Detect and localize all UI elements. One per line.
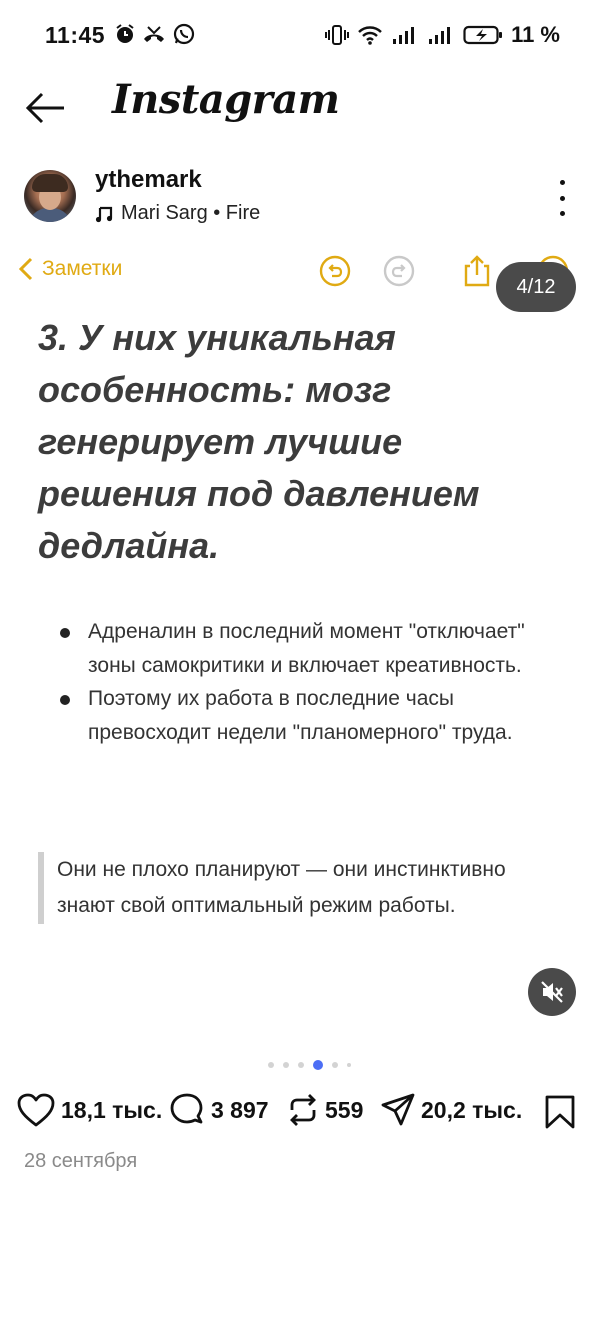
carousel-counter: 4/12 <box>496 262 576 312</box>
repost-button[interactable] <box>286 1092 363 1128</box>
repost-icon <box>286 1092 320 1128</box>
username[interactable]: ythemark <box>95 166 202 193</box>
note-quote: Они не плохо планируют — они инстинктивно знают свой оптимальный режим работы. <box>38 852 538 924</box>
chevron-left-icon <box>18 256 34 282</box>
heart-icon <box>16 1092 56 1128</box>
carousel-dot <box>283 1062 289 1068</box>
post-actions <box>0 1090 600 1134</box>
carousel-dots <box>268 1060 351 1070</box>
speaker-muted-icon <box>539 979 565 1005</box>
more-dot <box>560 180 565 185</box>
signal-icon <box>391 24 419 46</box>
comment-icon <box>168 1092 206 1128</box>
carousel-dot <box>268 1062 274 1068</box>
status-system-icons <box>325 22 560 48</box>
save-button[interactable] <box>544 1094 576 1135</box>
music-note-icon <box>95 205 113 223</box>
more-dot <box>560 211 565 216</box>
post-date: 28 сентября <box>24 1150 138 1172</box>
whatsapp-icon <box>172 22 196 46</box>
app-bar <box>0 70 600 150</box>
vibrate-icon <box>325 24 349 46</box>
instagram-logo: Instagram <box>112 76 340 123</box>
comment-button[interactable] <box>168 1092 269 1128</box>
avatar[interactable] <box>24 170 76 222</box>
battery-percent: 11 % <box>511 22 560 47</box>
send-icon <box>380 1092 416 1128</box>
redo-icon <box>382 254 416 288</box>
bookmark-icon <box>544 1094 576 1130</box>
alarm-icon <box>114 23 136 45</box>
carousel-dot <box>347 1063 351 1067</box>
note-bullet-list <box>58 615 558 749</box>
arrow-left-icon <box>24 88 70 128</box>
like-button[interactable] <box>16 1092 162 1128</box>
more-options-button[interactable] <box>550 180 574 216</box>
share-button[interactable] <box>380 1092 522 1128</box>
post-media[interactable] <box>0 240 600 1040</box>
carousel-dot <box>298 1062 304 1068</box>
notes-back-label: Заметки <box>42 257 123 280</box>
share-icon <box>460 254 494 288</box>
signal-icon-2 <box>427 24 455 46</box>
status-notification-icons <box>114 22 196 46</box>
avatar-shirt <box>28 208 72 222</box>
battery-charging-icon <box>463 24 503 46</box>
avatar-hair <box>32 174 68 192</box>
undo-icon <box>318 254 352 288</box>
list-item: Поэтому их работа в последние часы превосходит недели "планомерного" труда. <box>58 682 558 749</box>
wifi-icon <box>357 24 383 46</box>
back-button[interactable] <box>24 88 70 128</box>
mute-button[interactable] <box>528 968 576 1016</box>
comments-count: 3 897 <box>211 1096 269 1123</box>
notes-back <box>18 256 122 282</box>
likes-count: 18,1 тыс. <box>61 1096 163 1123</box>
carousel-dot-active <box>313 1060 323 1070</box>
post-header <box>0 160 600 236</box>
status-bar <box>0 0 600 70</box>
music-label: Mari Sarg • Fire <box>121 202 261 224</box>
reposts-count: 559 <box>325 1096 364 1123</box>
carousel-dot <box>332 1062 338 1068</box>
music-info[interactable] <box>95 202 260 225</box>
more-dot <box>560 196 565 201</box>
shares-count: 20,2 тыс. <box>421 1096 523 1123</box>
missed-call-icon <box>142 23 166 45</box>
list-item: Адреналин в последний момент "отключает" зоны самокритики и включает креативность. <box>58 615 558 682</box>
note-heading: 3. У них уникальная особенность: мозг генерирует лучшие решения под давлением дедлайна. <box>38 317 480 566</box>
status-time: 11:45 <box>45 22 106 48</box>
